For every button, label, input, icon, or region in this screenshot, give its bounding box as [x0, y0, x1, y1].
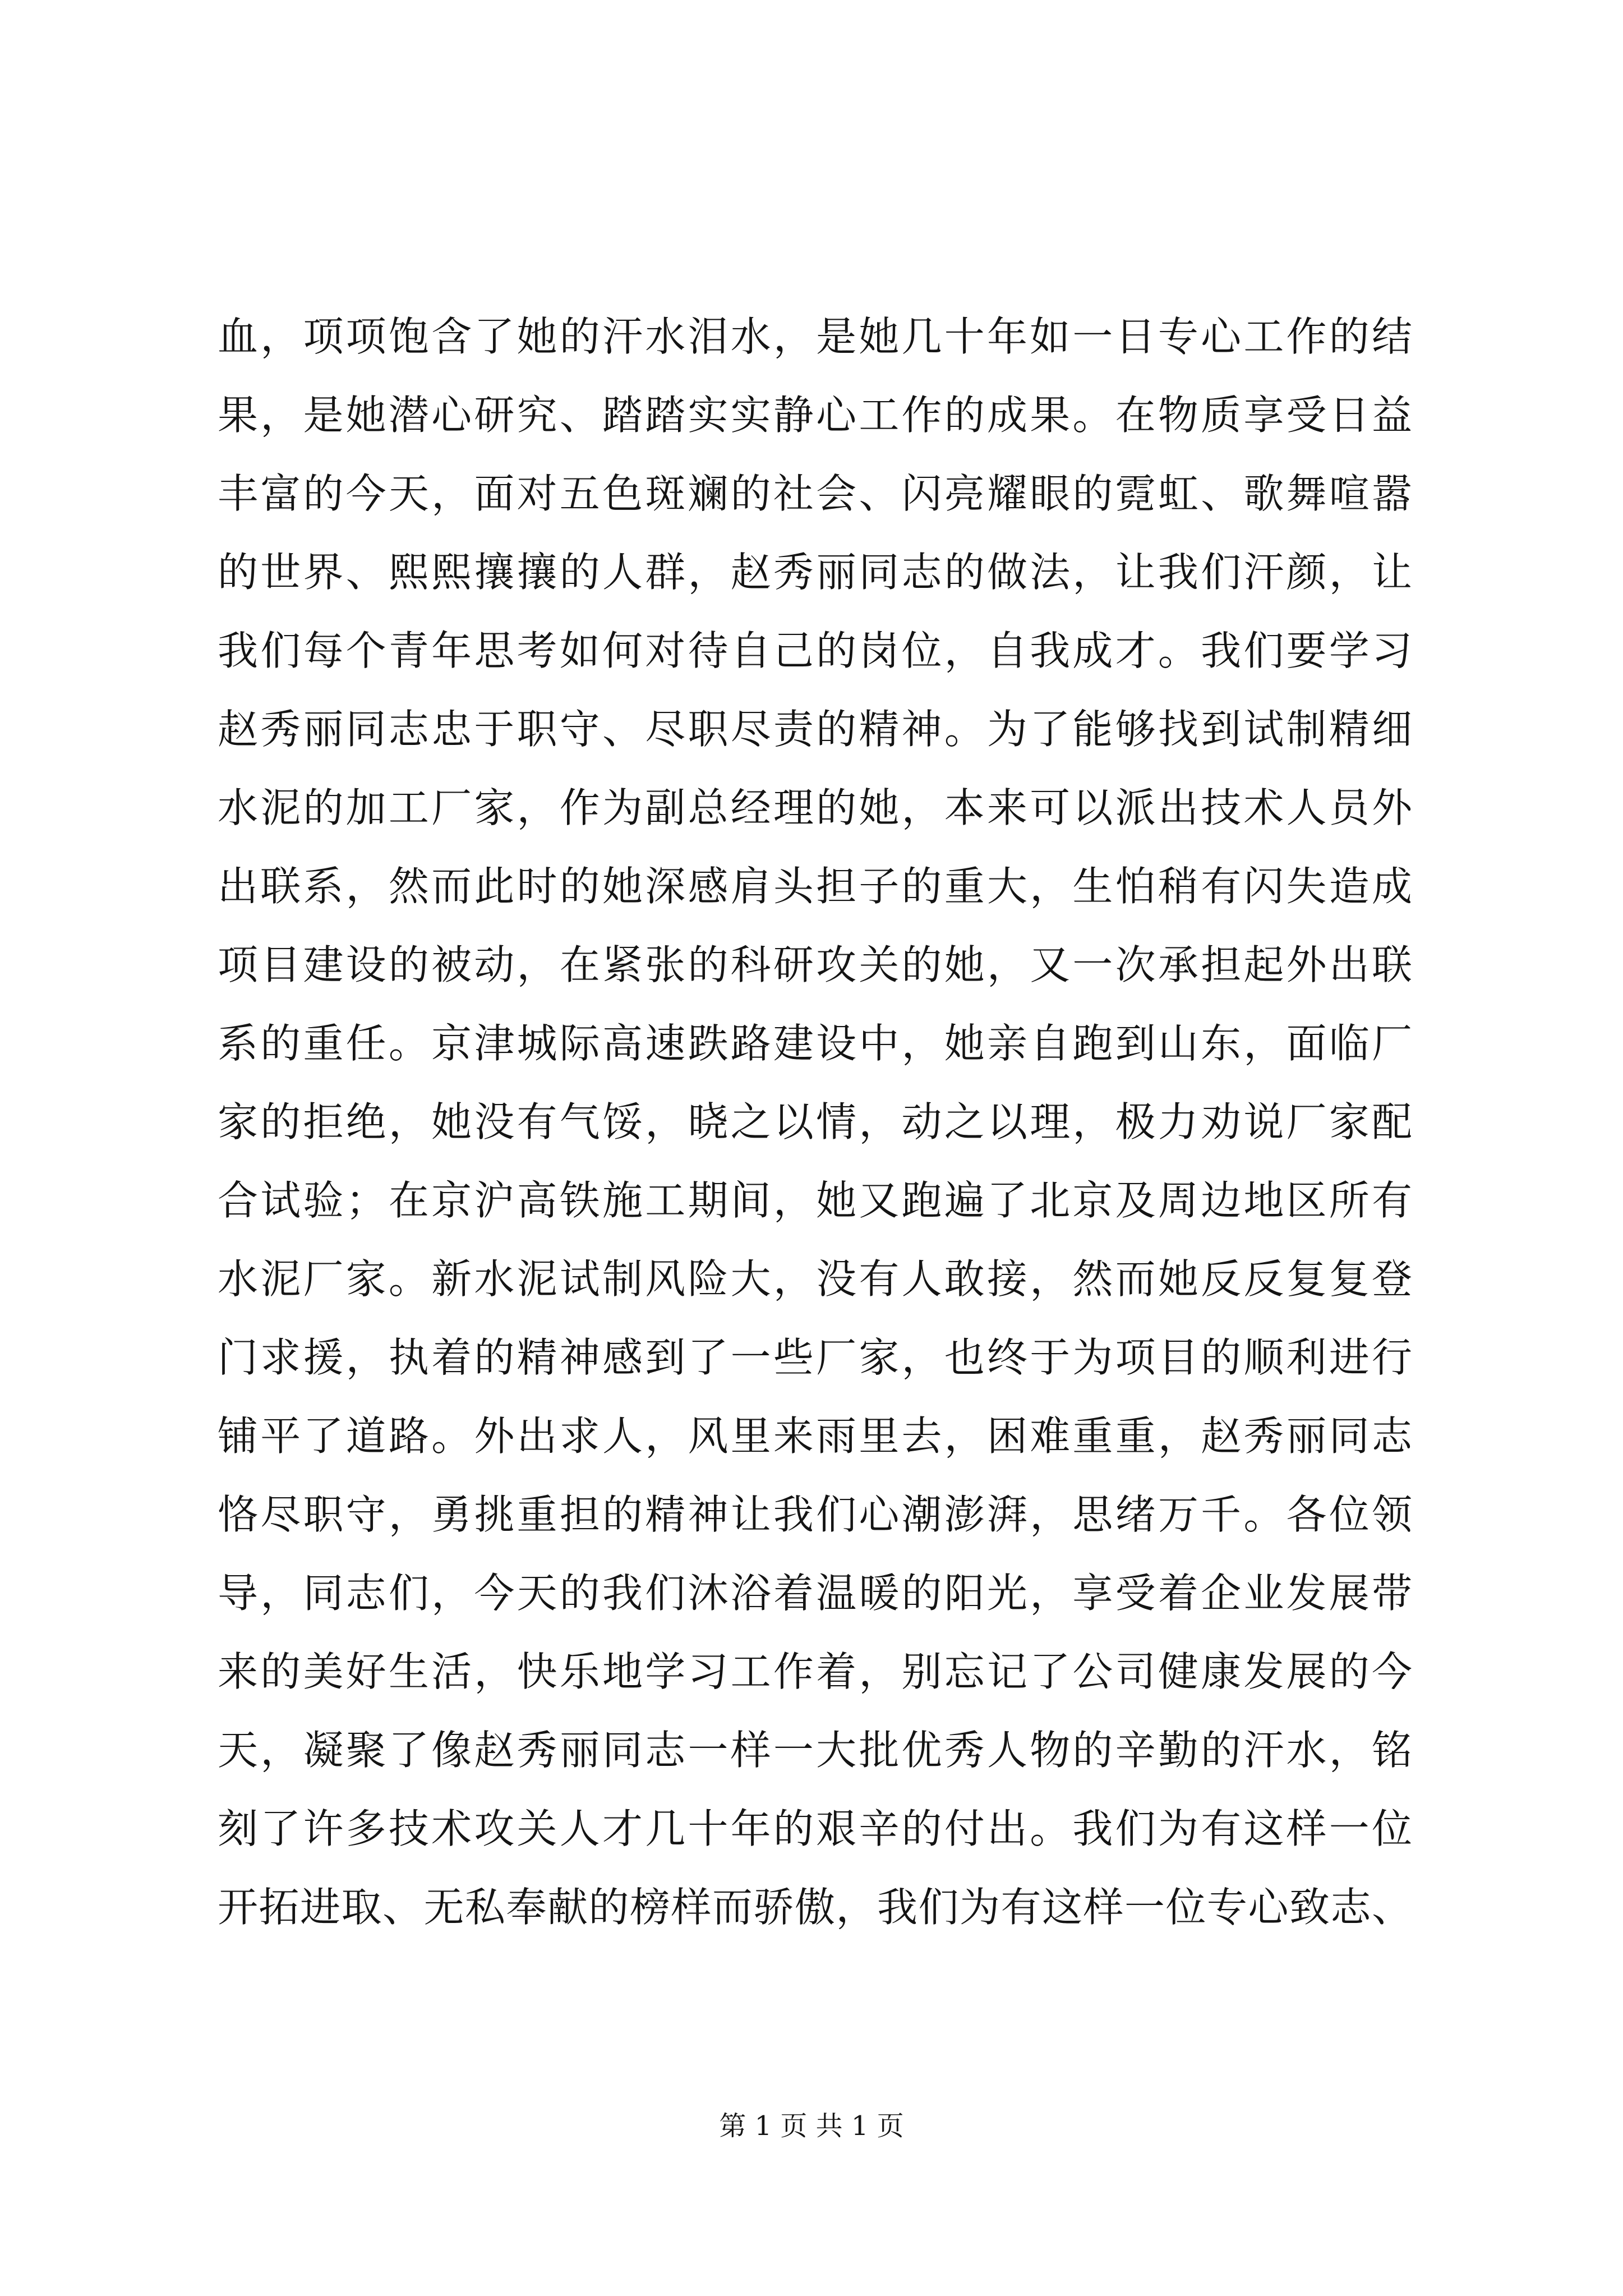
text-line: 天，凝聚了像赵秀丽同志一样一大批优秀人物的辛勤的汗水，铭: [218, 1727, 1412, 1774]
text-line: 出联系，然而此时的她深感肩头担子的重大，生怕稍有闪失造成: [218, 863, 1412, 910]
text-line: 赵秀丽同志忠于职守、尽职尽责的精神。为了能够找到试制精细: [218, 706, 1412, 753]
text-line: 我们每个青年思考如何对待自己的岗位，自我成才。我们要学习: [218, 627, 1412, 674]
text-line: 果，是她潜心研究、踏踏实实静心工作的成果。在物质享受日益: [218, 392, 1412, 439]
text-line: 水泥厂家。新水泥试制风险大，没有人敢接，然而她反反复复登: [218, 1255, 1412, 1303]
text-line: 铺平了道路。外出求人，风里来雨里去，困难重重，赵秀丽同志: [218, 1412, 1412, 1460]
text-line: 系的重任。京津城际高速跌路建设中，她亲自跑到山东，面临厂: [218, 1020, 1412, 1067]
text-line: 来的美好生活，快乐地学习工作着，别忘记了公司健康发展的今: [218, 1648, 1412, 1695]
text-line: 的世界、熙熙攘攘的人群，赵秀丽同志的做法，让我们汗颜，让: [218, 549, 1412, 596]
text-line: 导，同志们，今天的我们沐浴着温暖的阳光，享受着企业发展带: [218, 1570, 1412, 1617]
text-line: 家的拒绝，她没有气馁，晓之以情，动之以理，极力劝说厂家配: [218, 1098, 1412, 1145]
text-line: 恪尽职守，勇挑重担的精神让我们心潮澎湃，思绪万千。各位领: [218, 1491, 1412, 1538]
text-line: 水泥的加工厂家，作为副总经理的她，本来可以派出技术人员外: [218, 784, 1412, 831]
text-line: 刻了许多技术攻关人才几十年的艰辛的付出。我们为有这样一位: [218, 1805, 1412, 1852]
text-line: 项目建设的被动，在紧张的科研攻关的她，又一次承担起外出联: [218, 941, 1412, 988]
body-text: [218, 297, 1412, 1947]
text-line: 开拓进取、无私奉献的榜样而骄傲，我们为有这样一位专心致志、: [218, 1884, 1412, 1931]
page-footer: 第 1 页 共 1 页: [719, 2110, 904, 2142]
text-line: 血，项项饱含了她的汗水泪水，是她几十年如一日专心工作的结: [218, 313, 1412, 360]
text-line: 合试验；在京沪高铁施工期间，她又跑遍了北京及周边地区所有: [218, 1177, 1412, 1224]
text-line: 门求援，执着的精神感到了一些厂家，也终于为项目的顺利进行: [218, 1334, 1412, 1381]
text-line: 丰富的今天，面对五色斑斓的社会、闪亮耀眼的霓虹、歌舞喧嚣: [218, 470, 1412, 517]
